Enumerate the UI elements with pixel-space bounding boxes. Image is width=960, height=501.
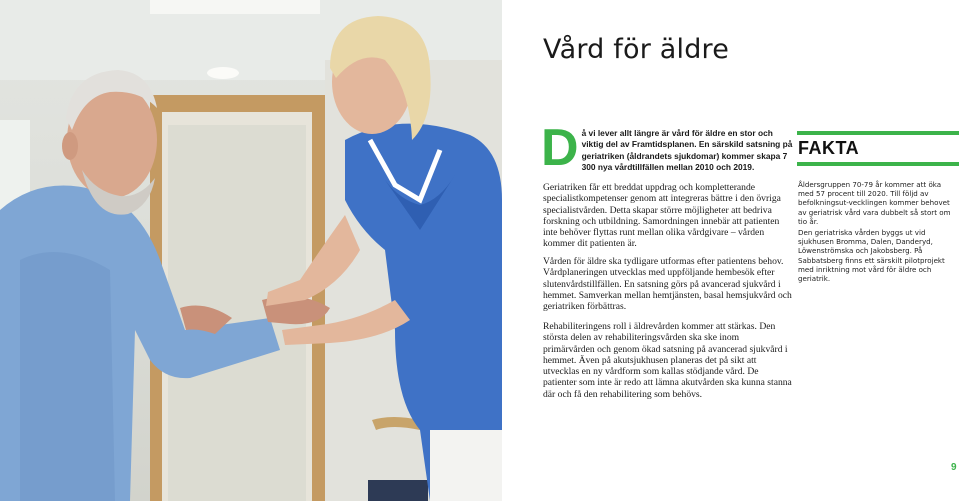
intro-text: å vi lever allt längre är vård för äldre en stor och viktig del av Framtidsplanen. En särskild satsning på geriatriken (åldrandets sjukdomar) kommer skapa 7 300 nya vårdtillfällen mellan 2010 och 2019. — [581, 128, 793, 172]
fakta-item-2: Den geriatriska vården byggs ut vid sjukhusen Bromma, Dalen, Danderyd, Löwenströmska och Jakobsberg. På Sabbatsberg finns ett särskilt pilotprojekt med inriktning mot vård för äldre och geriatrik. — [798, 228, 945, 284]
fakta-item-1: Åldersgruppen 70-79 år kommer att öka med 57 procent till 2020. Till följd av befolkningsut-vecklingen kommer behovet av geriatrisk vård vara dubbelt så stort om tio år. — [798, 180, 951, 226]
page-number: 9 — [951, 462, 957, 473]
body-paragraph-2: Vården för äldre ska tydligare utformas efter patientens behov. Vårdplaneringen utvecklas med uppföljande hembesök efter slutenvårdstillfällen. En satsning görs på avancerad sjukvård i hemmet. Samverkan mellan hemtjänsten, basal hemsjukvård och geriatriken förbättras. — [543, 256, 792, 313]
body-paragraph-3: Rehabiliteringens roll i äldrevården kommer att stärkas. Den största delen av rehabiliteringsvården ska ske inom primärvården och genom ökad satsning på avancerad sjukvård i hemmet. Även på akutsjukhusen planeras det på sikt att utvecklas en ny vårdform som kallas stödjande vård. De patienter som inte är redo att lämna akutvården ska kunna stanna där och få den rehabilitering som behövs. — [543, 321, 792, 400]
fakta-top-rule — [797, 131, 959, 135]
drop-cap: D — [541, 119, 579, 177]
page-title: Vård för äldre — [543, 34, 730, 65]
fakta-bottom-rule — [797, 162, 959, 166]
body-paragraph-1: Geriatriken får ett breddat uppdrag och kompletterande specialistkompetenser genom att integreras bättre i den övriga specialistvården. Detta skapar större möjligheter att bedriva forskning och utbildning. Samordningen innebär att patienten inte behöver flyttas runt mellan olika vårdgivare – vården kommer dit patienten är. — [543, 182, 781, 250]
fakta-heading: FAKTA — [798, 138, 860, 158]
intro-paragraph — [541, 119, 793, 177]
